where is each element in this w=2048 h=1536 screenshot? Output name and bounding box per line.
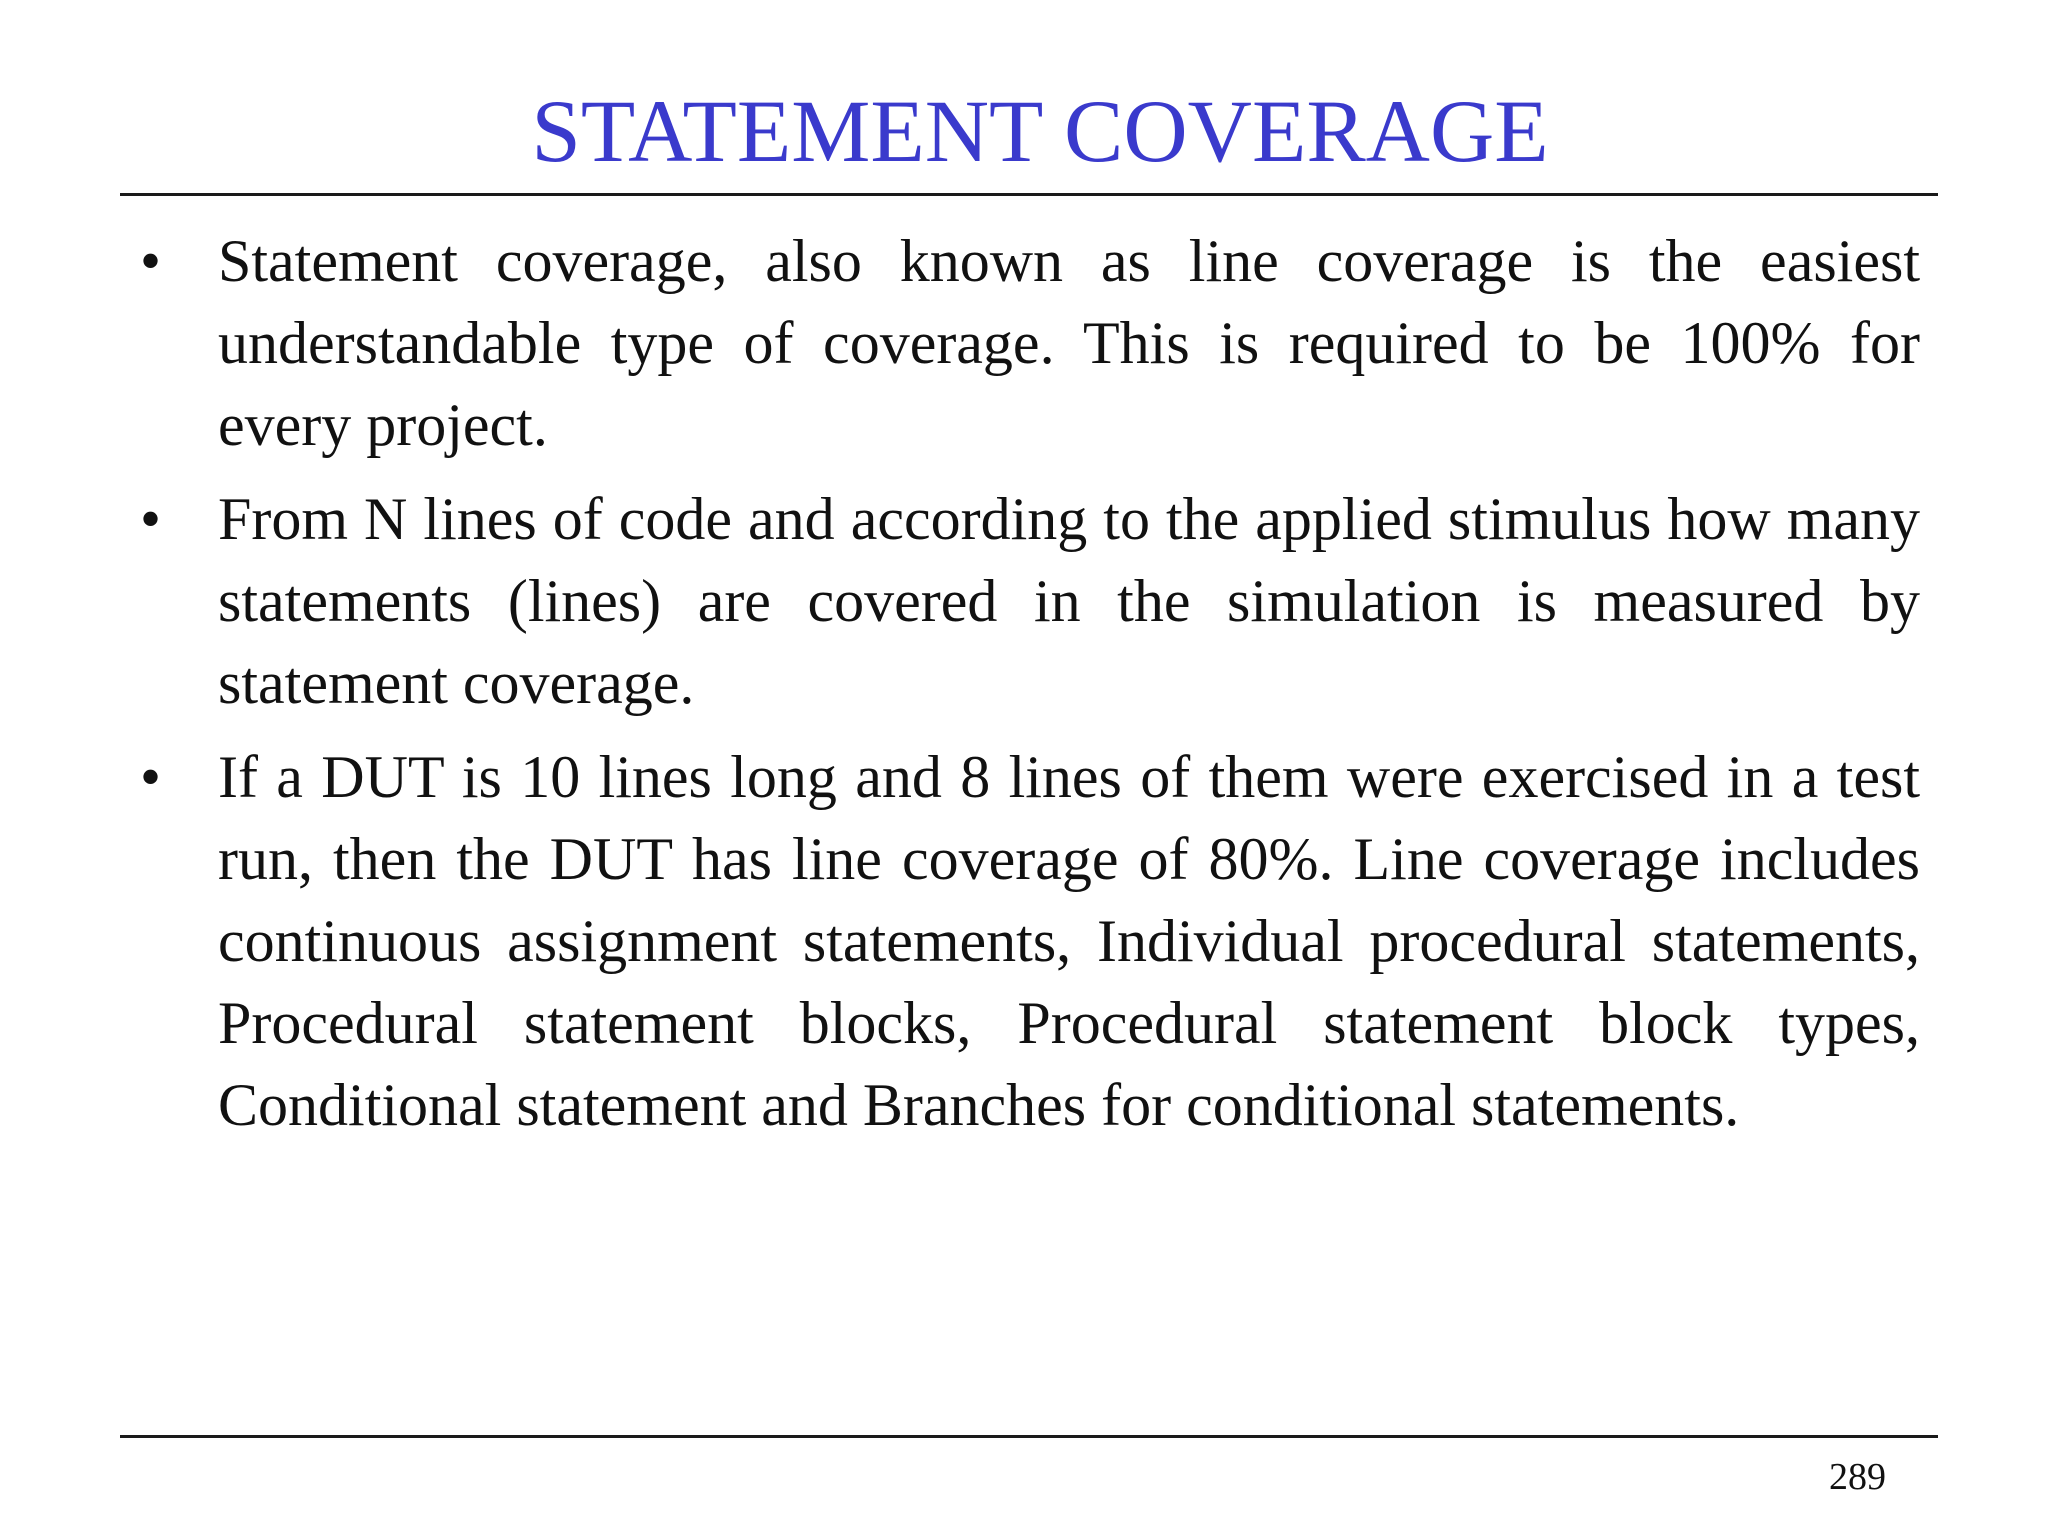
slide-title: STATEMENT COVERAGE: [531, 83, 1549, 181]
footer-divider: [120, 1435, 1938, 1438]
bullet-list: [140, 220, 1920, 1158]
list-item: [140, 478, 1920, 724]
bullet-icon: •: [140, 486, 162, 552]
bullet-icon: •: [140, 744, 162, 810]
bullet-text: From N lines of code and according to the applied stimulus how many statements (lines) are covered in the simulation is measured by statement coverage.: [218, 486, 1920, 716]
bullet-text: If a DUT is 10 lines long and 8 lines of them were exercised in a test run, then the DUT has line coverage of 80%. Line coverage includes continuous assignment statements, Individual procedural statements, Procedural statement blocks, Procedural statement block types, Conditional statement and Branches for conditional statements.: [218, 744, 1920, 1138]
list-item: [140, 736, 1920, 1146]
page-number: 289: [1829, 1456, 1886, 1498]
list-item: [140, 220, 1920, 466]
title-divider: [120, 193, 1938, 196]
bullet-text: Statement coverage, also known as line coverage is the easiest understandable type of coverage. This is required to be 100% for every project.: [218, 228, 1920, 458]
bullet-icon: •: [140, 228, 162, 294]
